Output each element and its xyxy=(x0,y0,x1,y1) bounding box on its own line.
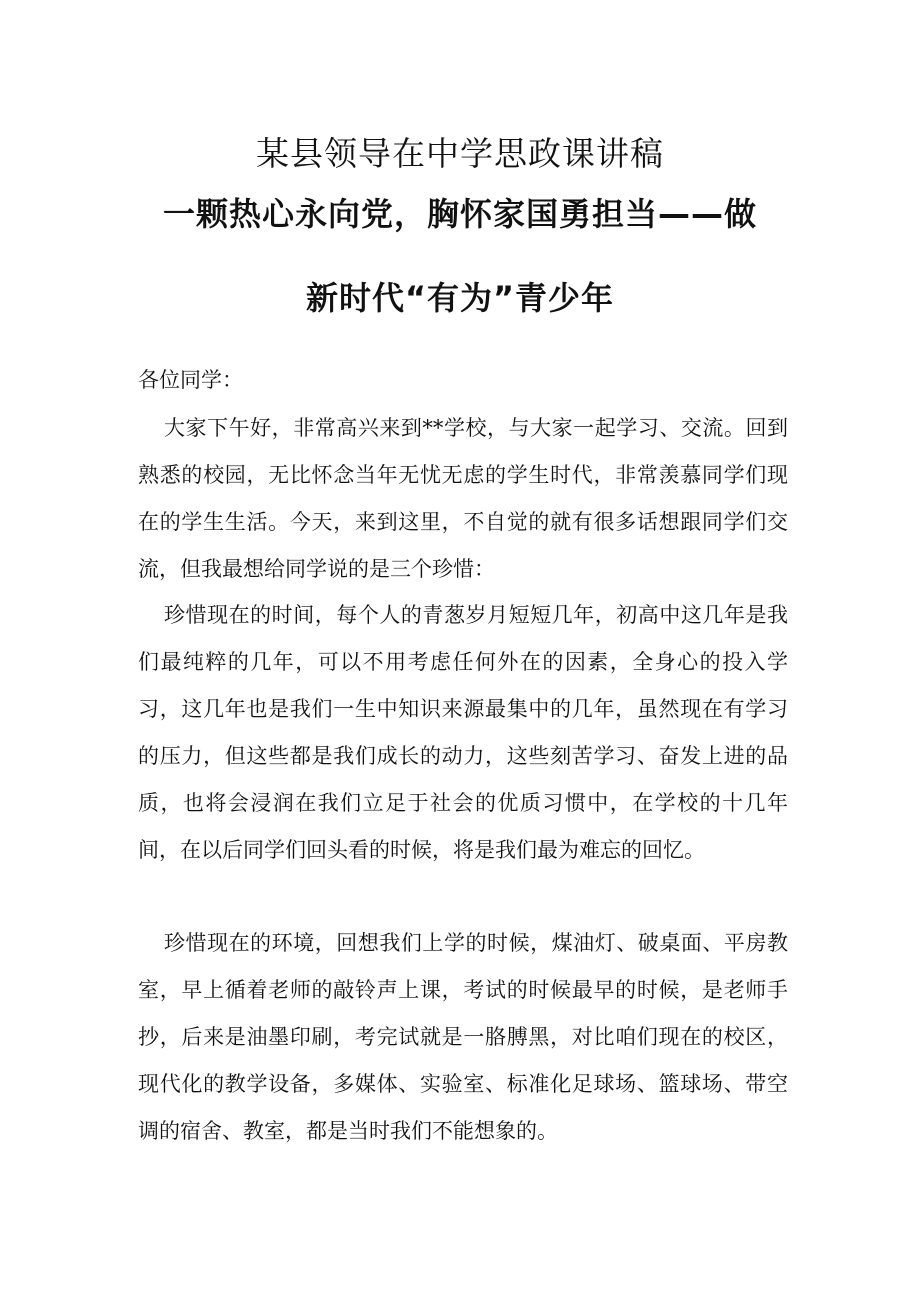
document-subtitle-line-1: 一颗热心永向党，胸怀家国勇担当——做 xyxy=(162,195,757,233)
body-paragraph-cherish-environment: 珍惜现在的环境，回想我们上学的时候，煤油灯、破桌面、平房教室，早上循着老师的敲铃声上课，考试的时候最早的时候，是老师手抄，后来是油墨印刷，考完试就是一胳膊黑，对比咱们现在的校区，现代化的教学设备，多媒体、实验室、标准化足球场、篮球场、带空调的宿舍、教室，都是当时我们不能想象的。 xyxy=(138,931,788,1143)
salutation: 各位同学： xyxy=(138,368,243,392)
document-subtitle-line-2: 新时代“有为”青少年 xyxy=(305,279,615,317)
body-paragraph-opening: 大家下午好，非常高兴来到**学校，与大家一起学习、交流。回到熟悉的校园，无比怀念当年无忧无虑的学生时代，非常羡慕同学们现在的学生生活。今天，来到这里，不自觉的就有很多话想跟同学们交流，但我最想给同学说的是三个珍惜： xyxy=(138,416,788,581)
document-title: 某县领导在中学思政课讲稿 xyxy=(256,134,664,173)
body-paragraph-cherish-time: 珍惜现在的时间，每个人的青葱岁月短短几年，初高中这几年是我们最纯粹的几年，可以不用考虑任何外在的因素，全身心的投入学习，这几年也是我们一生中知识来源最集中的几年，虽然现在有学习的压力，但这些都是我们成长的动力，这些刻苦学习、奋发上进的品质，也将会浸润在我们立足于社会的优质习惯中，在学校的十几年间，在以后同学们回头看的时候，将是我们最为难忘的回忆。 xyxy=(138,603,788,862)
